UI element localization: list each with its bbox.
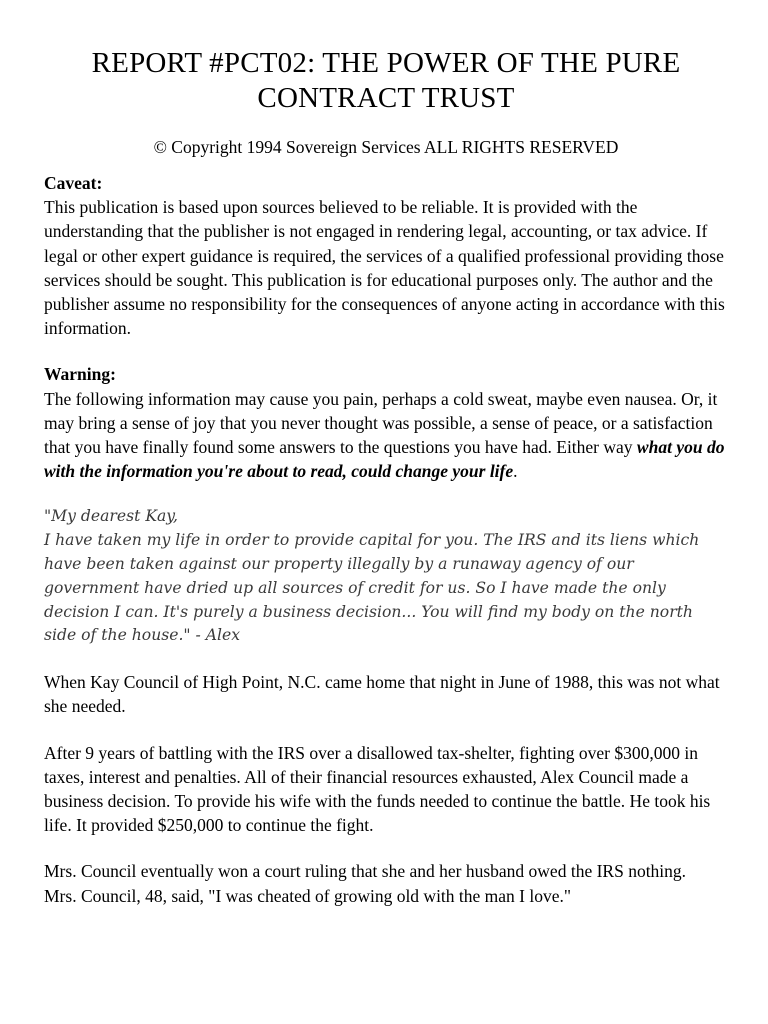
- caveat-body: This publication is based upon sources believed to be reliable. It is provided with the understanding that the publisher is not engaged in rendering legal, accounting, or tax advice. If legal or other expert guidance is required, the services of a qualified professional providing those services should be sought. This publication is for educational purposes only. The author and the publisher assume no responsibility for the consequences of anyone acting in accordance with this information.: [44, 197, 725, 339]
- letter-body: I have taken my life in order to provide capital for you. The IRS and its liens which have been taken against our property illegally by a runaway agency of our government have dried up all sources of credit for us. So I have made the only decision I can. It's purely a business decision... You will find my body on the north side of the house." - Alex: [44, 531, 700, 645]
- warning-heading: Warning:: [44, 364, 116, 385]
- page-title: [44, 46, 728, 116]
- warning-emphasis: what you do with the information you're about to read, could change your life: [44, 437, 725, 482]
- paragraph-kay-council: When Kay Council of High Point, N.C. came home that night in June of 1988, this was not what she needed.: [44, 672, 720, 717]
- warning-section: [44, 362, 728, 483]
- warning-end: .: [513, 461, 518, 482]
- title-line-1: REPORT #PCT02: THE POWER OF THE PURE: [91, 47, 681, 79]
- warning-text: The following information may cause you pain, perhaps a cold sweat, maybe even nausea. Or, it may bring a sense of joy that you never thought was possible, a sense of peace, or a satisfaction that you have finally found some answers to the questions you have had. Either way: [44, 388, 718, 458]
- closing-section: [44, 859, 728, 907]
- caveat-heading: Caveat:: [44, 173, 103, 193]
- letter-salutation: "My dearest Kay,: [44, 507, 178, 526]
- caveat-section: [44, 171, 728, 340]
- title-line-2: CONTRACT TRUST: [257, 82, 515, 114]
- letter-quote: [44, 505, 728, 648]
- closing-ruling: Mrs. Council eventually won a court ruling that she and her husband owed the IRS nothing.: [44, 861, 687, 882]
- document-page: [44, 46, 728, 908]
- paragraph-battle: After 9 years of battling with the IRS over a disallowed tax-shelter, fighting over $300,000 in taxes, interest and penalties. All of their financial resources exhausted, Alex Council made a business decision. To provide his wife with the funds needed to continue the battle. He took his life. It provided $250,000 to continue the fight.: [44, 742, 711, 836]
- closing-quote: Mrs. Council, 48, said, "I was cheated of growing old with the man I love.": [44, 885, 572, 906]
- copyright-notice: © Copyright 1994 Sovereign Services ALL RIGHTS RESERVED: [153, 137, 619, 157]
- warning-body: [44, 387, 728, 484]
